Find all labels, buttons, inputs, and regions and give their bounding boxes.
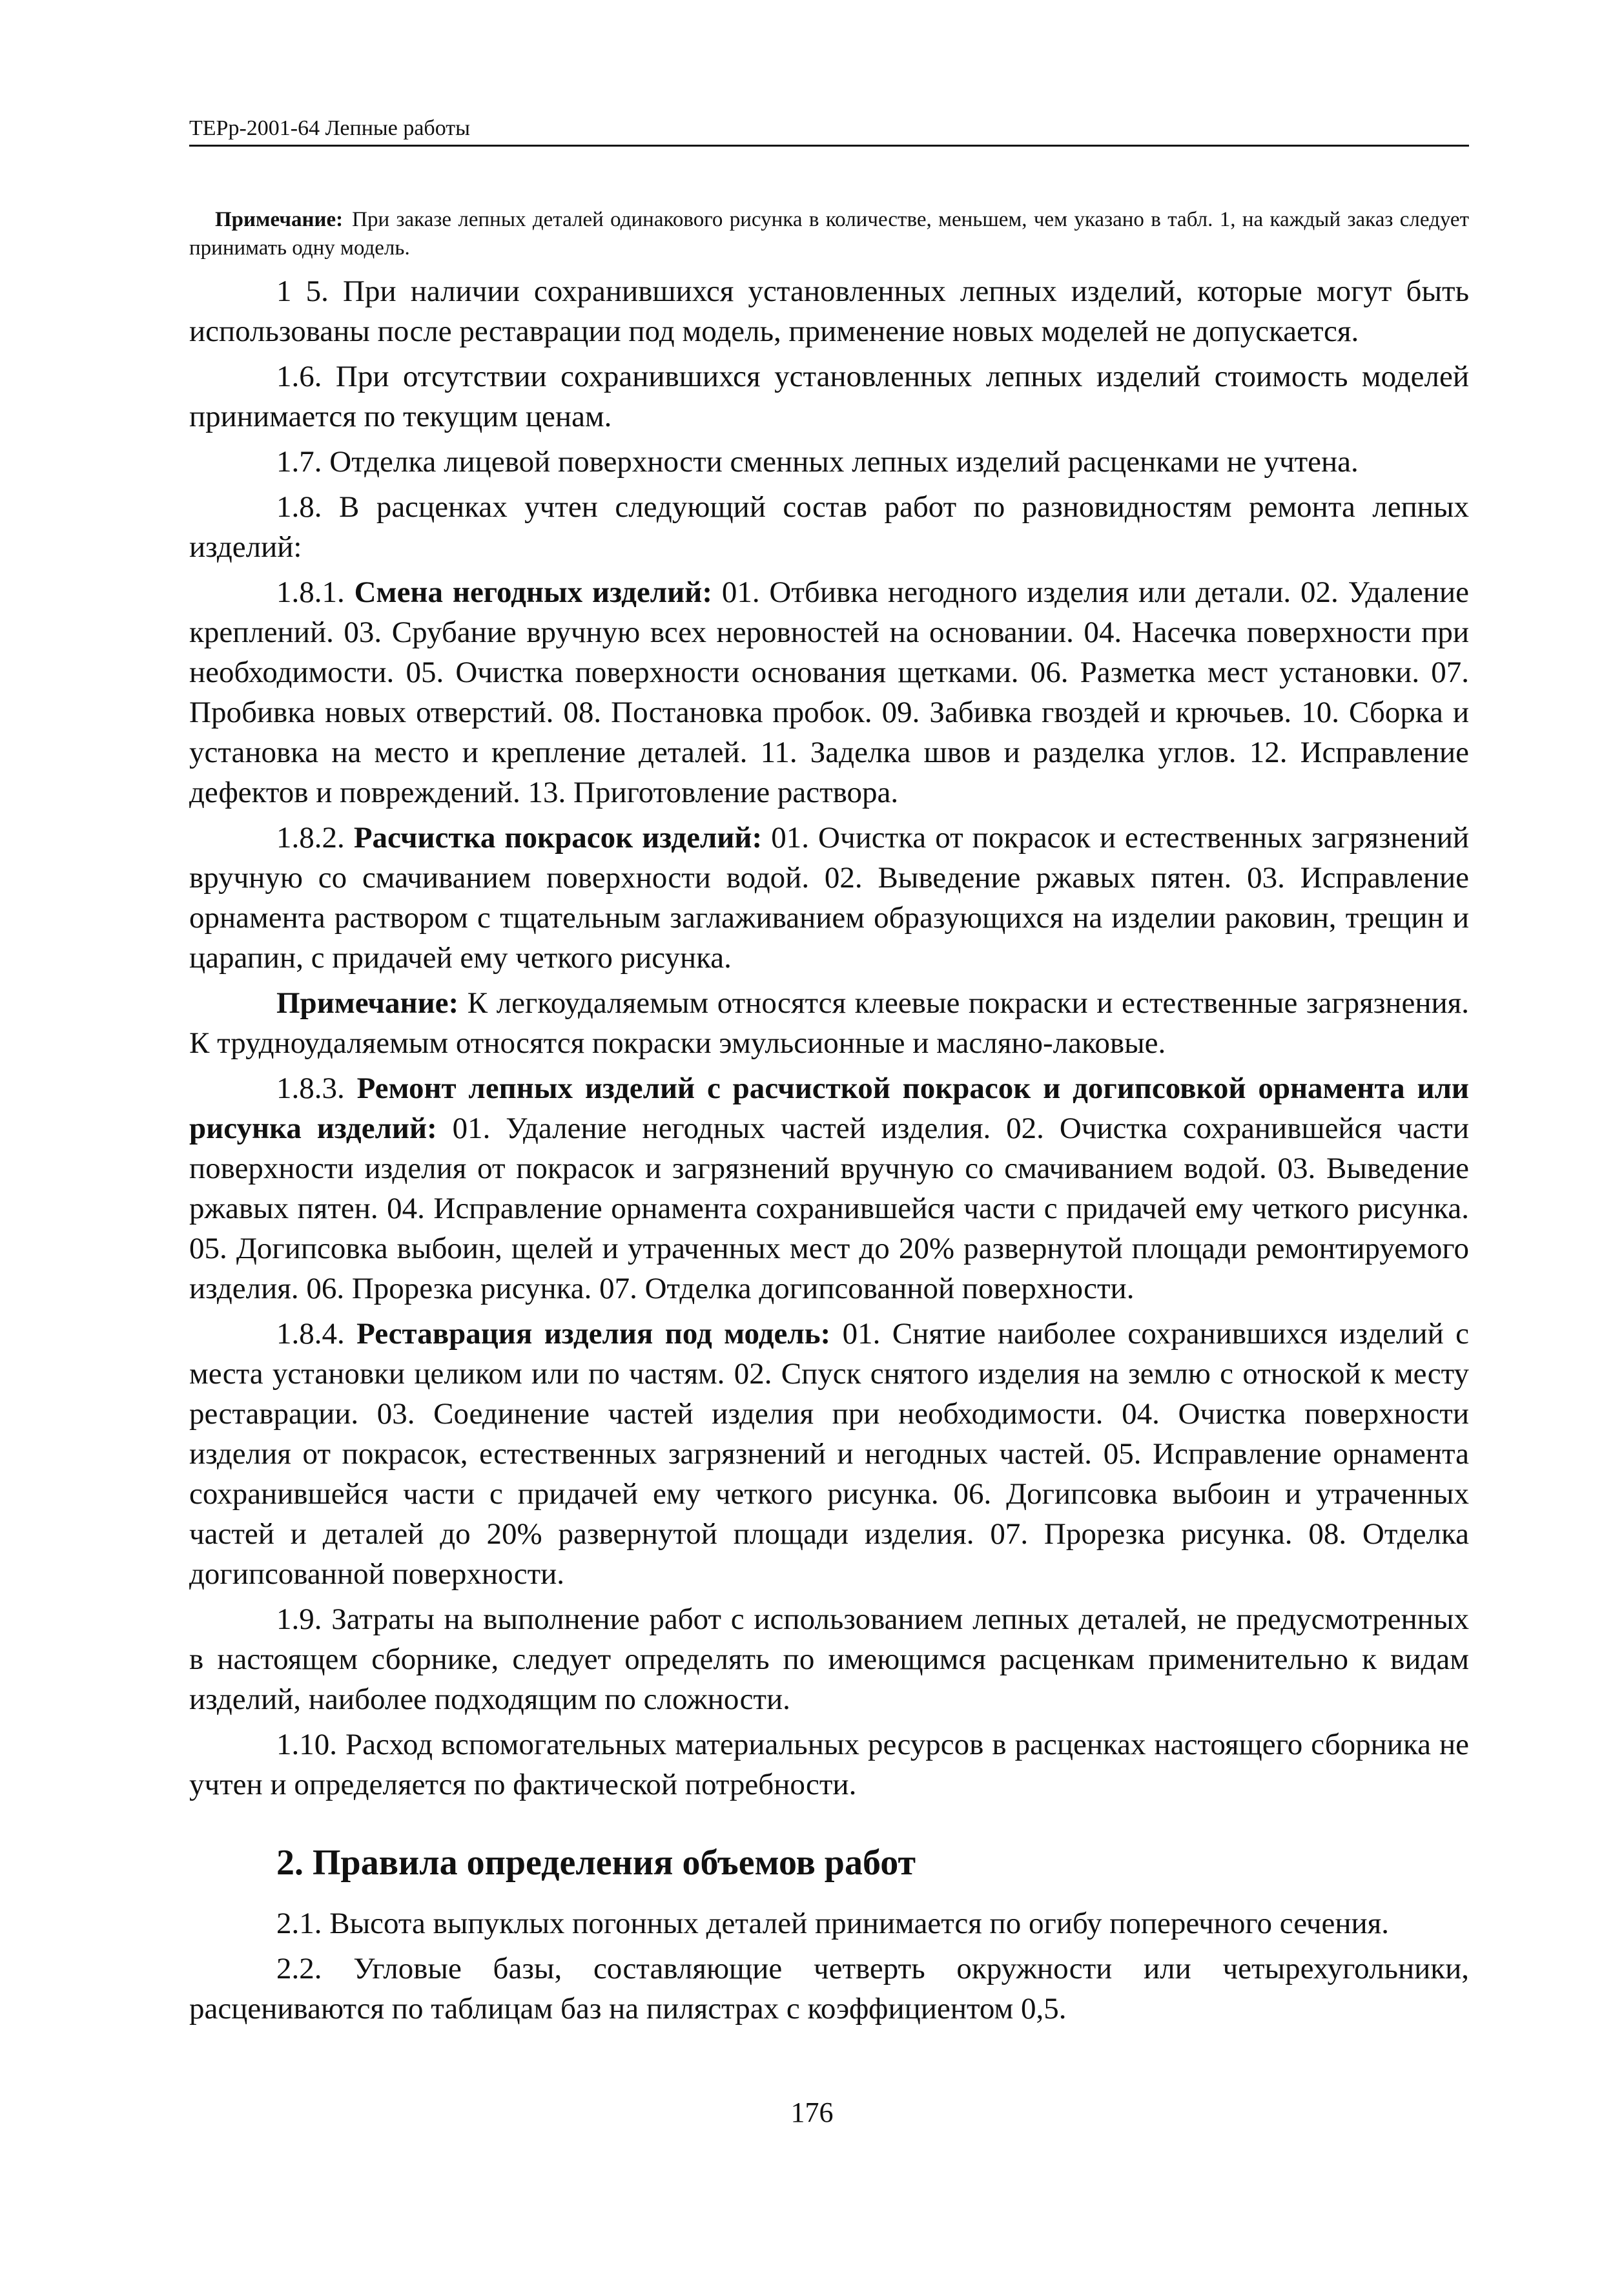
page-number: 176 (790, 2097, 834, 2128)
paragraph-1-8-3 (189, 1068, 1469, 1309)
page-body (189, 205, 1469, 2034)
paragraph-bold-title: Ремонт лепных изделий с расчисткой покрасок и догипсовкой орнамента или рисунка изделий: (189, 1072, 1470, 1145)
note-top (189, 205, 1469, 262)
paragraph-body: К легкоудаляемым относятся клеевые покраски и естественные загрязнения. К трудноудаляемым относятся покраски эмульсионные и масляно-лаковые. (189, 986, 1469, 1060)
paragraph-1-6: 1.6. При отсутствии сохранившихся установленных лепных изделий стоимость моделей принимается по текущим ценам. (189, 360, 1469, 433)
paragraph-bold-title: Реставрация изделия под модель: (356, 1317, 831, 1351)
paragraph-bold-title: Расчистка покрасок изделий: (353, 821, 763, 855)
paragraph-1-9: 1.9. Затраты на выполнение работ с использованием лепных деталей, не предусмотренных в настоящем сборнике, следует определять по имеющимся расценкам применительно к видам изделий, наиболее подходящим по сложности. (189, 1602, 1469, 1716)
paragraph-2-1: 2.1. Высота выпуклых погонных деталей принимается по огибу поперечного сечения. (276, 1907, 1390, 1940)
paragraph-1-10: 1.10. Расход вспомогательных материальных ресурсов в расценках настоящего сборника не учтен и определяется по фактической потребности. (189, 1728, 1469, 1801)
section-heading: 2. Правила определения объемов работ (276, 1843, 916, 1883)
paragraph-1-8-1 (189, 572, 1469, 813)
paragraph-bold-title: Смена негодных изделий: (354, 575, 712, 609)
paragraph-body: 01. Отбивка негодного изделия или детали. 02. Удаление креплений. 03. Срубание вручную всех неровностей на основании. 04. Насечка поверхности при необходимости. 05. Очистка поверхности основания щетками. 06. Разметка мест установки. 07. Пробивка новых отверстий. 08. Постановка пробок. 09. Забивка гвоздей и крючьев. 10. Сборка и установка на место и крепление деталей. 11. Заделка швов и разделка углов. 12. Исправление дефектов и повреждений. 13. Приготовление раствора. (189, 575, 1469, 809)
paragraph-1-8-4 (189, 1314, 1469, 1594)
paragraph-2-2: 2.2. Угловые базы, составляющие четверть окружности или четырехугольники, расцениваются по таблицам баз на пилястрах с коэффициентом 0,5. (189, 1952, 1469, 2026)
paragraph-1-8-2 (189, 818, 1469, 978)
paragraph-number: 1.8.2. (276, 821, 354, 855)
paragraph-1-7: 1.7. Отделка лицевой поверхности сменных лепных изделий расценками не учтена. (276, 445, 1359, 479)
paragraph-number: 1.8.3. (276, 1072, 357, 1105)
paragraph-note (189, 983, 1469, 1063)
note-text: При заказе лепных деталей одинакового рисунка в количестве, меньшем, чем указано в табл. 1, на каждый заказ следует принимать одну модель. (189, 208, 1469, 260)
running-header: ТЕРр-2001-64 Лепные работы (189, 115, 1469, 147)
paragraph-body: 01. Снятие наиболее сохранившихся изделий с места установки целиком или по частям. 02. Спуск снятого изделия на землю с отноской к месту реставрации. 03. Соединение частей изделия при необходимости. 04. Очистка поверхности изделия от покрасок, естественных загрязнений и негодных частей. 05. Исправление орнамента сохранившейся части с придачей ему четкого рисунка. 06. Догипсовка выбоин и утраченных частей и деталей до 20% развернутой площади изделия. 07. Прорезка рисунка. 08. Отделка догипсованной поверхности. (189, 1317, 1469, 1591)
paragraph-body: 01. Очистка от покрасок и естественных загрязнений вручную со смачиванием поверхности водой. 02. Выведение ржавых пятен. 03. Исправление орнамента раствором с тщательным заглаживанием образующихся на изделии раковин, трещин и царапин, с придачей ему четкого рисунка. (189, 821, 1469, 975)
paragraph-1-8: 1.8. В расценках учтен следующий состав работ по разновидностям ремонта лепных изделий: (189, 490, 1469, 564)
paragraph-number: 1.8.1. (276, 575, 355, 609)
paragraph-body: 01. Удаление негодных частей изделия. 02. Очистка сохранившейся части поверхности изделия от покрасок и загрязнений вручную со смачиванием водой. 03. Выведение ржавых пятен. 04. Исправление орнамента сохранившейся части с придачей ему четкого рисунка. 05. Догипсовка выбоин, щелей и утраченных мест до 20% развернутой площади ремонтируемого изделия. 06. Прорезка рисунка. 07. Отделка догипсованной поверхности. (189, 1112, 1470, 1305)
paragraph-1-5: 1 5. При наличии сохранившихся установленных лепных изделий, которые могут быть использованы после реставрации под модель, применение новых моделей не допускается. (189, 275, 1469, 348)
note-label: Примечание: (215, 208, 344, 231)
note-label: Примечание: (276, 986, 459, 1020)
paragraph-number: 1.8.4. (276, 1317, 357, 1351)
